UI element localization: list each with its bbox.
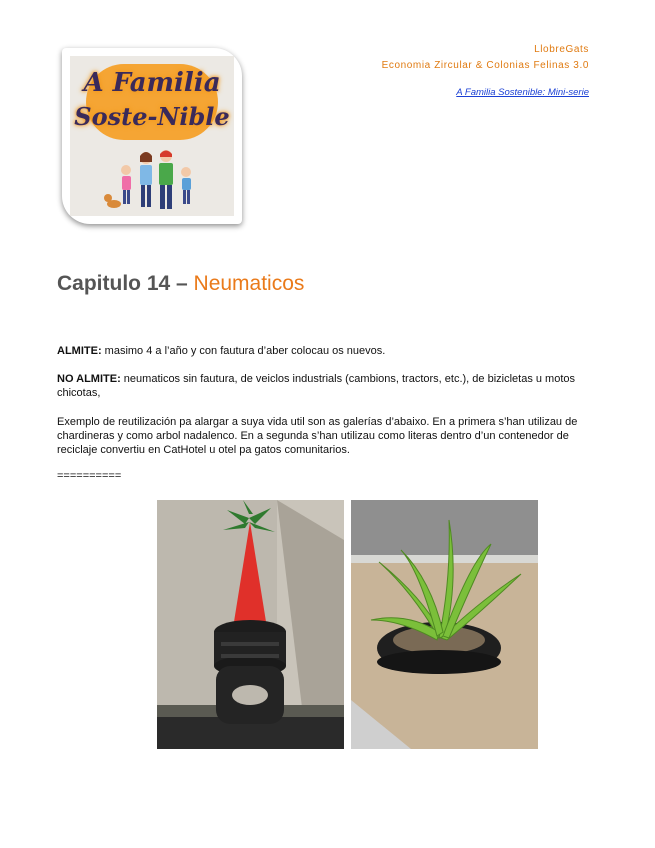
photo-tire-christmas-tree xyxy=(157,500,344,749)
chapter-prefix: Capitulo 14 – xyxy=(57,272,194,295)
example-paragraph: Exemplo de reutilización pa alargar a suya vida util son as galerías d’abaixo. En a primera s’han utilizau de chardineras y como arbol nadalenco. En a segunda s’han utilizau como literas dentro d’un contenedor de reciclaje convertiu en CatHotel u otel pa gatos comunitarios. xyxy=(57,416,578,456)
not-allowed-paragraph xyxy=(57,372,597,400)
allowed-text: masimo 4 a l’año y con fautura d’aber colocau os nuevos. xyxy=(101,345,386,357)
allowed-label: ALMITE: xyxy=(57,345,102,357)
logo-title-line2: Soste-Nible xyxy=(74,102,230,131)
org-name: LlobreGats xyxy=(534,44,589,55)
chapter-title xyxy=(57,272,304,296)
family-illustration xyxy=(104,148,204,212)
series-link[interactable]: A Familia Sostenible: Mini-serie xyxy=(456,87,589,98)
tire-planter-illustration xyxy=(351,500,538,749)
chapter-name: Neumaticos xyxy=(193,272,305,295)
logo-image xyxy=(70,56,234,216)
separator: ========== xyxy=(57,470,122,482)
not-allowed-text: neumaticos sin fautura, de veiclos industrials (cambions, tractors, etc.), de bizicletas u motos chicotas, xyxy=(57,373,575,399)
not-allowed-label: NO ALMITE: xyxy=(57,373,121,385)
photo-tire-planter xyxy=(351,500,538,749)
tire-tree-illustration xyxy=(157,500,344,749)
allowed-paragraph xyxy=(57,344,597,358)
org-subtitle: Economia Zircular & Colonias Felinas 3.0 xyxy=(381,60,589,71)
logo-title-line1: A Familia xyxy=(83,68,221,98)
logo-card xyxy=(62,48,242,224)
